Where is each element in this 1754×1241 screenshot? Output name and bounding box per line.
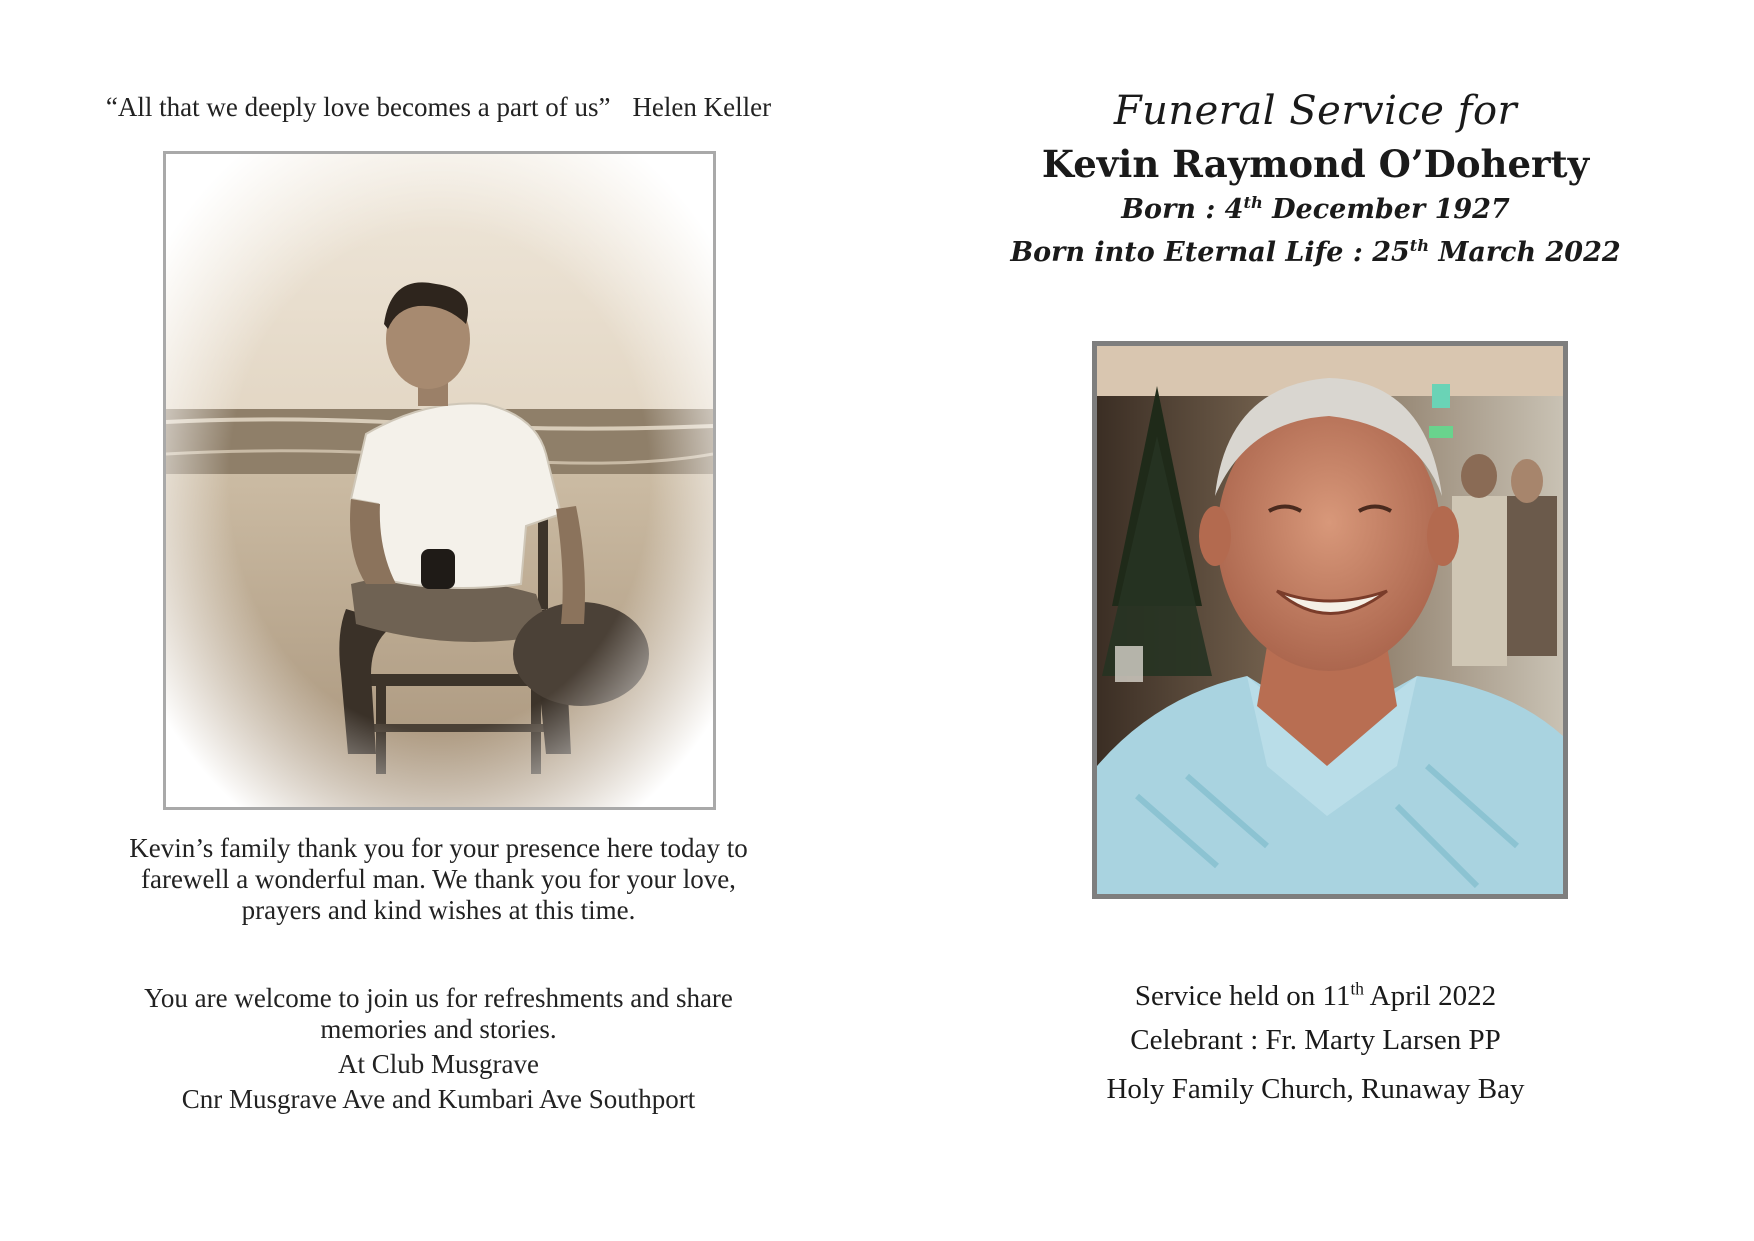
birth-date-ordinal: th	[1243, 193, 1263, 212]
venue-address: Cnr Musgrave Ave and Kumbari Ave Southport	[181, 1084, 696, 1114]
thanks-line: prayers and kind wishes at this time.	[241, 895, 636, 925]
thanks-line: farewell a wonderful man. We thank you for your love,	[141, 864, 736, 894]
venue-name: At Club Musgrave	[338, 1049, 539, 1079]
thanks-line: Kevin’s family thank you for your presence here today to	[129, 833, 748, 863]
photo-elderly-man	[1092, 341, 1568, 899]
death-date-prefix: Born into Eternal Life : 25	[1010, 237, 1410, 268]
quote	[0, 92, 877, 123]
birth-date-prefix: Born : 4	[1121, 194, 1244, 225]
birth-date	[877, 194, 1754, 225]
photo-young-man	[163, 151, 716, 810]
service-date	[877, 980, 1754, 1013]
thanks-message	[70, 833, 807, 926]
invite-line: You are welcome to join us for refreshments and share	[144, 983, 733, 1013]
refreshments-invitation	[70, 983, 807, 1115]
quote-author: Helen Keller	[632, 92, 772, 122]
celebrant: Celebrant : Fr. Marty Larsen PP	[1130, 1024, 1501, 1056]
photo-elderly-man-illustration	[1097, 346, 1563, 894]
invite-line: memories and stories.	[320, 1014, 557, 1044]
death-date-suffix: March 2022	[1429, 237, 1621, 268]
right-page	[877, 0, 1754, 1241]
birth-date-suffix: December 1927	[1262, 194, 1510, 225]
deceased-name: Kevin Raymond O’Doherty	[1041, 142, 1590, 186]
church-name: Holy Family Church, Runaway Bay	[1106, 1073, 1525, 1105]
death-date-ordinal: th	[1409, 236, 1430, 255]
service-date-ordinal: th	[1350, 978, 1364, 999]
service-date-suffix: April 2022	[1363, 980, 1497, 1012]
service-date-prefix: Service held on 11	[1134, 980, 1351, 1012]
photo-young-man-illustration	[166, 154, 713, 807]
page-title: Funeral Service for	[1113, 88, 1518, 134]
quote-text: “All that we deeply love becomes a part of us”	[105, 92, 611, 122]
death-date	[877, 237, 1754, 268]
